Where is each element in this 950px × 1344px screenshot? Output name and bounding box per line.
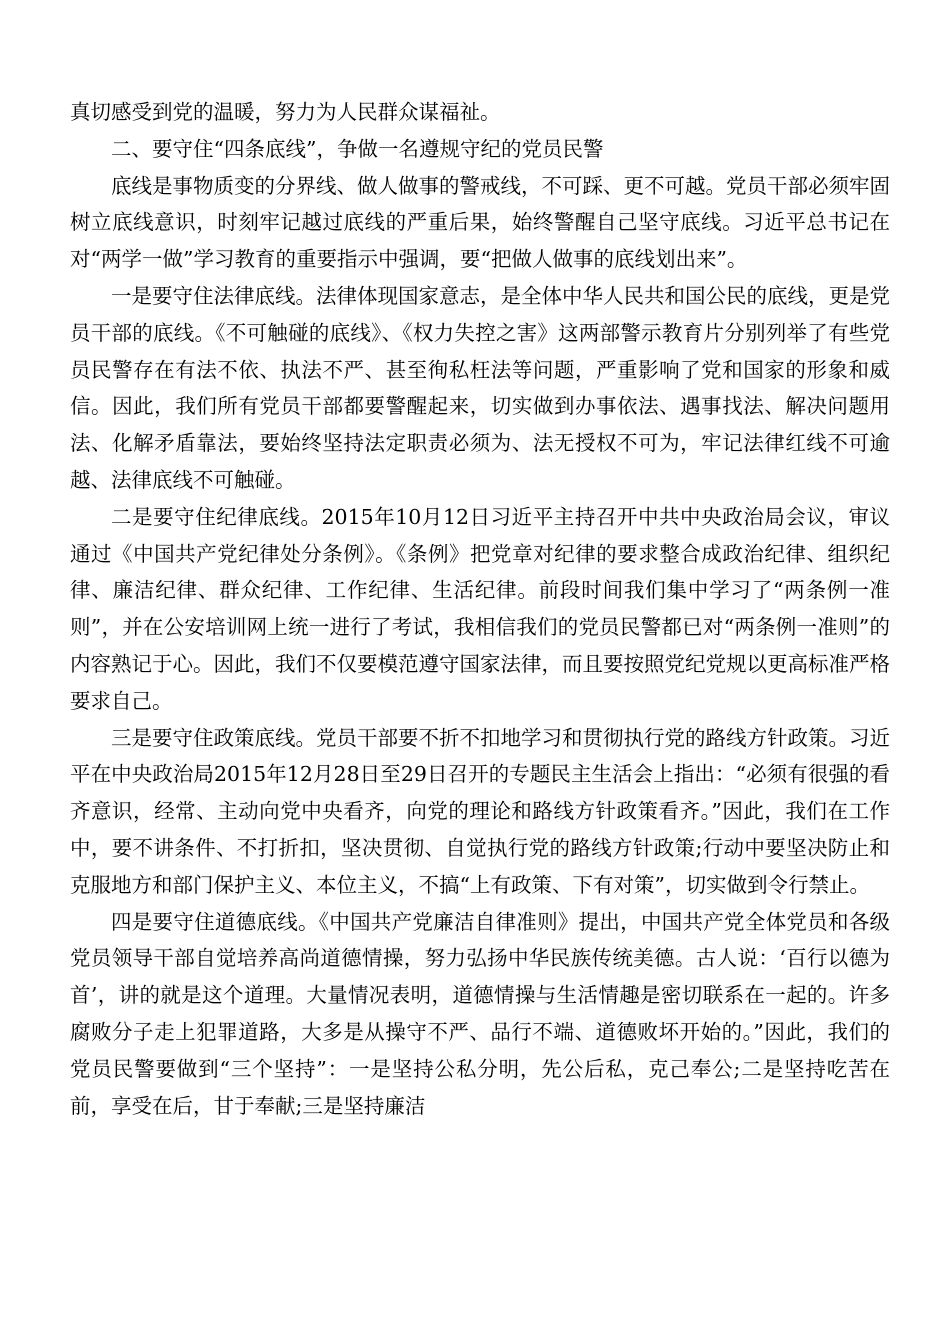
paragraph-discipline-bottom-line: 二是要守住纪律底线。2015年10月12日习近平主持召开中共中央政治局会议，审议通过《中国共产党纪律处分条例》。《条例》把党章对纪律的要求整合成政治纪律、组织纪律、廉洁纪律、群众纪律、工作纪律、生活纪律。前段时间我们集中学习了“两条例一准则”，并在公安培训网上统一进行了考试，我相信我们的党员民警都已对“两条例一准则”的内容熟记于心。因此，我们不仅要模范遵守国家法律，而且要按照党纪党规以更高标准严格要求自己。 <box>70 504 890 713</box>
paragraph-intro: 底线是事物质变的分界线、做人做事的警戒线，不可踩、更不可越。党员干部必须牢固树立底线意识，时刻牢记越过底线的严重后果，始终警醒自己坚守底线。习近平总书记在对“两学一做”学习教育的重要指示中强调，要“把做人做事的底线划出来”。 <box>70 173 890 272</box>
paragraph-continuation: 真切感受到党的温暖，努力为人民群众谋福祉。 <box>70 100 501 124</box>
document-page <box>70 94 890 1124</box>
paragraph-law-bottom-line: 一是要守住法律底线。法律体现国家意志，是全体中华人民共和国公民的底线，更是党员干部的底线。《不可触碰的底线》、《权力失控之害》这两部警示教育片分别列举了有些党员民警存在有法不依、执法不严、甚至徇私枉法等问题，严重影响了党和国家的形象和威信。因此，我们所有党员干部都要警醒起来，切实做到办事依法、遇事找法、解决问题用法、化解矛盾靠法，要始终坚持法定职责必须为、法无授权不可为，牢记法律红线不可逾越、法律底线不可触碰。 <box>70 283 890 492</box>
section-heading: 二、要守住“四条底线”，争做一名遵规守纪的党员民警 <box>111 136 604 161</box>
paragraph-moral-bottom-line: 四是要守住道德底线。《中国共产党廉洁自律准则》提出，中国共产党全体党员和各级党员领导干部自觉培养高尚道德情操，努力弘扬中华民族传统美德。古人说：‘百行以德为首’，讲的就是这个道理。大量情况表明，道德情操与生活情趣是密切联系在一起的。许多腐败分子走上犯罪道路，大多是从操守不严、品行不端、道德败坏开始的。”因此，我们的党员民警要做到“三个坚持”：一是坚持公私分明，先公后私，克己奉公;二是坚持吃苦在前，享受在后，甘于奉献;三是坚持廉洁 <box>70 909 890 1118</box>
paragraph-policy-bottom-line: 三是要守住政策底线。党员干部要不折不扣地学习和贯彻执行党的路线方针政策。习近平在中央政治局2015年12月28日至29日召开的专题民主生活会上指出：“必须有很强的看齐意识，经常、主动向党中央看齐，向党的理论和路线方针政策看齐。”因此，我们在工作中，要不讲条件、不打折扣，坚决贯彻、自觉执行党的路线方针政策;行动中要坚决防止和克服地方和部门保护主义、本位主义，不搞“上有政策、下有对策”，切实做到令行禁止。 <box>70 725 890 897</box>
